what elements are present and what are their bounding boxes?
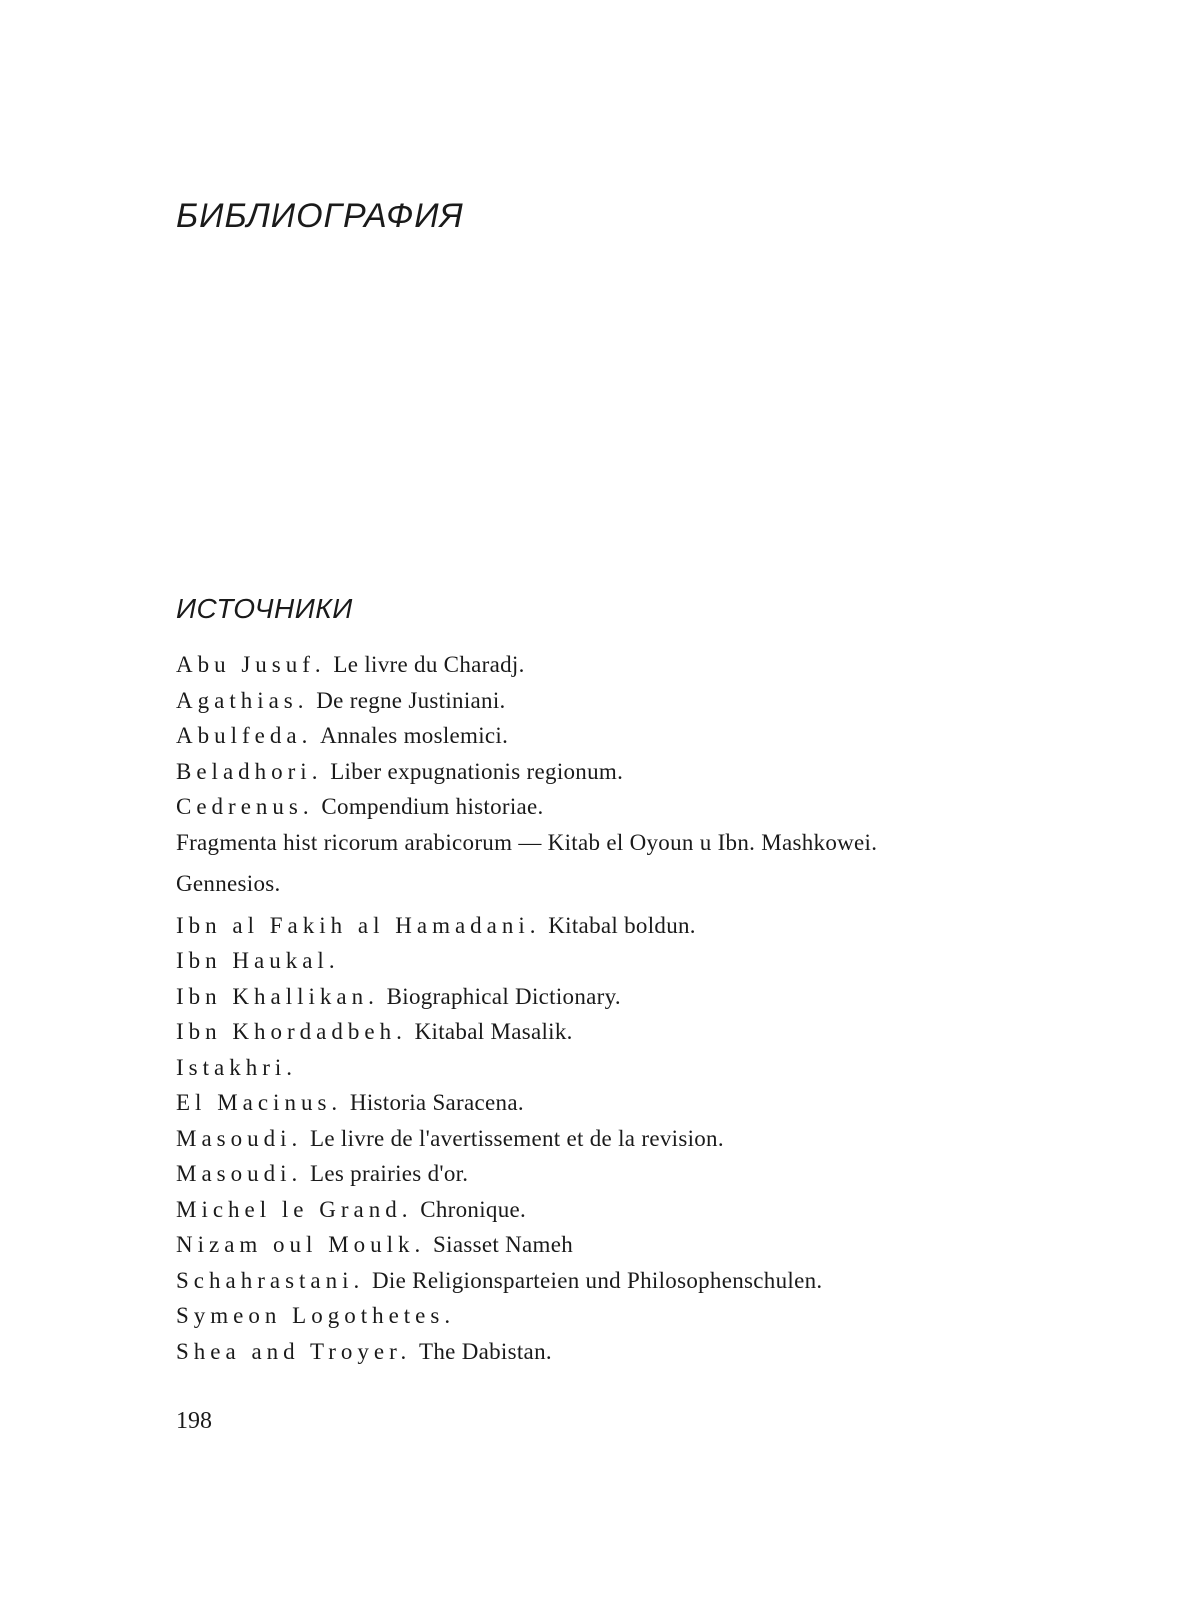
bibliography-entry <box>176 1298 1036 1334</box>
bibliography-entry <box>176 866 1036 902</box>
section-title: ИСТОЧНИКИ <box>176 593 353 624</box>
entry-author: Masoudi. <box>176 1161 303 1186</box>
entry-author: Ibn Khallikan. <box>176 983 379 1009</box>
entry-work: Chronique. <box>420 1196 527 1222</box>
entry-author: Masoudi. <box>176 1125 303 1151</box>
entry-work: The Dabistan. <box>419 1338 552 1364</box>
entry-author: Beladhori. <box>176 758 323 784</box>
entry-work: Historia Saracena. <box>349 1090 524 1115</box>
bibliography-entry <box>176 1192 1036 1228</box>
entry-author: Symeon Logothetes. <box>176 1303 456 1328</box>
entry-author: Shea and Troyer. <box>176 1338 412 1364</box>
entry-author: Ibn Khordadbeh. <box>176 1019 407 1044</box>
page-number: 198 <box>176 1408 212 1434</box>
entry-author: Michel le Grand. <box>176 1196 413 1222</box>
entry-work: Fragmenta hist ricorum arabicorum — Kitab el Oyoun u Ibn. Mashkowei. <box>176 829 878 855</box>
entry-author: Ibn al Fakih al Hamadani. <box>176 912 541 938</box>
entry-work: Le livre de l'avertissement et de la revision. <box>310 1125 724 1151</box>
bibliography-entry <box>176 1121 1036 1157</box>
bibliography-entry <box>176 1334 1036 1370</box>
bibliography-entry <box>176 1050 1036 1086</box>
bibliography-entry <box>176 647 1036 683</box>
bibliography-entry <box>176 825 1036 861</box>
entry-work: De regne Justiniani. <box>316 687 506 713</box>
entry-work: Kitabal boldun. <box>548 912 696 938</box>
bibliography-entry <box>176 908 1036 944</box>
entry-author: Istakhri. <box>176 1054 298 1080</box>
bibliography-entry <box>176 1085 1036 1121</box>
entry-author: Abu Jusuf. <box>176 652 326 677</box>
bibliography-entry <box>176 683 1036 719</box>
entry-work: Siasset Nameh <box>433 1232 574 1257</box>
entry-author: Ibn Haukal. <box>176 948 340 973</box>
entry-author: Abulfeda. <box>176 723 313 748</box>
entry-work: Les prairies d'or. <box>310 1161 469 1186</box>
bibliography-list <box>176 647 1036 1369</box>
entry-work: Le livre du Charadj. <box>333 652 525 677</box>
entry-work: Biographical Dictionary. <box>386 983 621 1009</box>
page-title: БИБЛИОГРАФИЯ <box>176 197 464 235</box>
bibliography-entry <box>176 789 1036 825</box>
bibliography-entry <box>176 1227 1036 1263</box>
entry-author: Cedrenus. <box>176 794 314 819</box>
bibliography-entry <box>176 1263 1036 1299</box>
entry-work: Die Religionsparteien und Philosophenschulen. <box>372 1267 823 1293</box>
entry-work: Compendium historiae. <box>321 794 544 819</box>
entry-author: Nizam oul Moulk. <box>176 1232 426 1257</box>
bibliography-entry <box>176 1156 1036 1192</box>
bibliography-entry <box>176 718 1036 754</box>
bibliography-entry <box>176 979 1036 1015</box>
entry-author: Agathias. <box>176 687 309 713</box>
bibliography-entry <box>176 943 1036 979</box>
bibliography-entry <box>176 1014 1036 1050</box>
entry-work: Liber expugnationis regionum. <box>330 758 624 784</box>
entry-work: Annales moslemici. <box>320 723 509 748</box>
entry-work: Gennesios. <box>176 871 281 896</box>
bibliography-entry <box>176 754 1036 790</box>
entry-author: Schahrastani. <box>176 1267 365 1293</box>
entry-author: El Macinus. <box>176 1090 343 1115</box>
entry-work: Kitabal Masalik. <box>414 1019 573 1044</box>
